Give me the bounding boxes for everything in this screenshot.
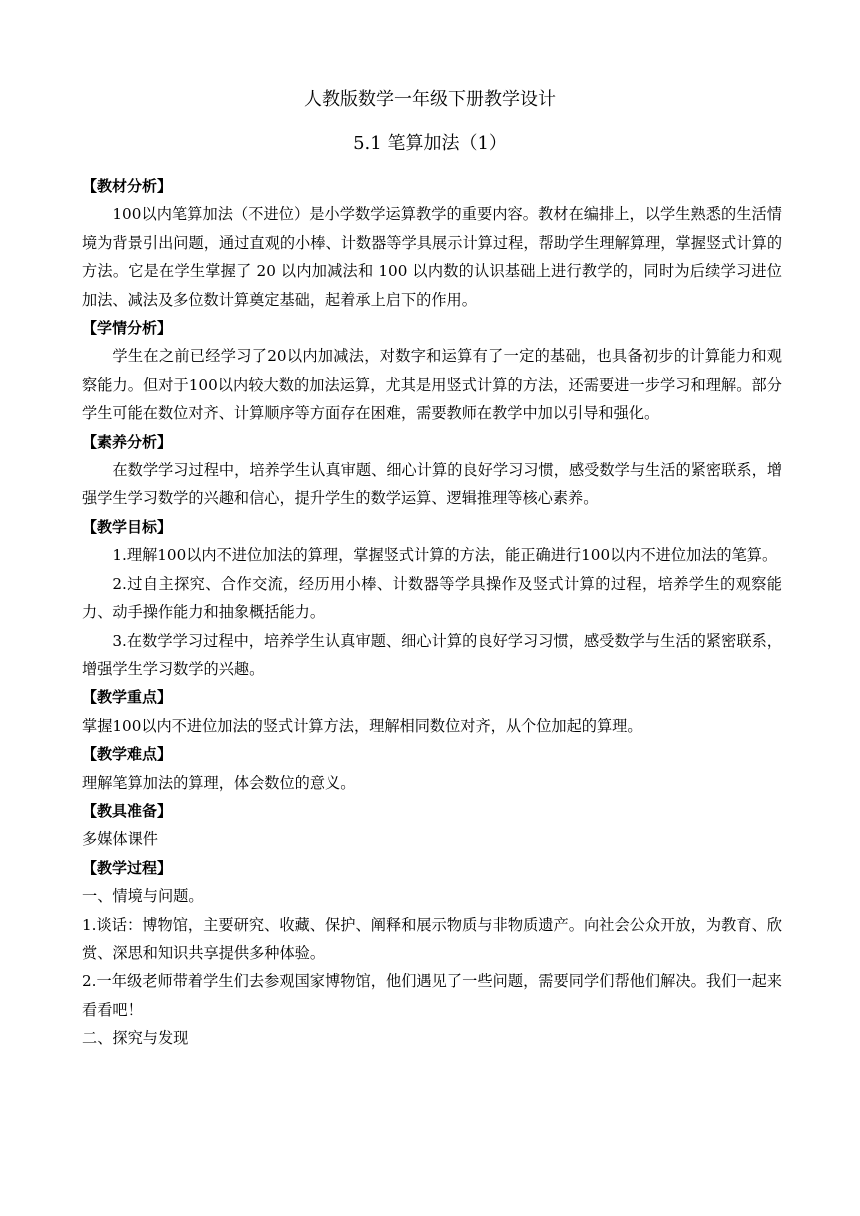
document-title: 人教版数学一年级下册教学设计: [304, 89, 556, 110]
section-heading-objectives: 【教学目标】: [82, 517, 173, 536]
section-heading-difficulties: 【教学难点】: [82, 745, 173, 764]
document-body: [82, 172, 782, 1053]
section-heading-process: 【教学过程】: [82, 858, 173, 877]
materials-text: 多媒体课件: [82, 830, 158, 849]
section-heading-material-analysis: 【教材分析】: [82, 177, 173, 195]
process-line-4: 二、探究与发现: [82, 1029, 189, 1048]
section-heading-materials: 【教具准备】: [82, 801, 173, 820]
process-line-1: 一、情境与问题。: [82, 887, 204, 906]
key-points-text: 掌握100以内不进位加法的竖式计算方法，理解相同数位对齐，从个位加起的算理。: [82, 716, 643, 735]
section-heading-key-points: 【教学重点】: [82, 688, 173, 707]
process-line-2: 1.谈话：博物馆，主要研究、收藏、保护、阐释和展示物质与非物质遗产。向社会公众开放，为教育、欣赏、深思和知识共享提供多种体验。: [82, 915, 782, 962]
process-line-3: 2.一年级老师带着学生们去参观国家博物馆，他们遇见了一些问题，需要同学们帮他们解决。我们一起来看看吧！: [82, 972, 782, 1019]
section-heading-literacy-analysis: 【素养分析】: [82, 432, 173, 451]
objective-item-2: 2.过自主探究、合作交流，经历用小棒、计数器等学具操作及竖式计算的过程，培养学生的观察能力、动手操作能力和抽象概括能力。: [82, 574, 782, 622]
document-subtitle: 5.1 笔算加法（1）: [353, 133, 507, 154]
difficulties-text: 理解笔算加法的算理，体会数位的意义。: [82, 773, 356, 792]
literacy-analysis-text: 在数学学习过程中，培养学生认真审题、细心计算的良好学习习惯，感受数学与生活的紧密联系，增强学生学习数学的兴趣和信心，提升学生的数学运算、逻辑推理等核心素养。: [82, 461, 782, 508]
material-analysis-text: 100以内笔算加法（不进位）是小学数学运算教学的重要内容。教材在编排上，以学生熟悉的生活情境为背景引出问题，通过直观的小棒、计数器等学具展示计算过程，帮助学生理解算理，掌握竖式计算的方法。它是在学生掌握了 20 以内加减法和 100 以内数的认识基础上进行教学的，同时为后续学习进位加法、减法及多位数计算奠定基础，起着承上启下的作用。: [82, 205, 782, 309]
student-analysis-text: 学生在之前已经学习了20以内加减法，对数字和运算有了一定的基础，也具备初步的计算能力和观察能力。但对于100以内较大数的加法运算，尤其是用竖式计算的方法，还需要进一步学习和理解。部分学生可能在数位对齐、计算顺序等方面存在困难，需要教师在教学中加以引导和强化。: [82, 347, 782, 423]
objective-item-3: 3.在数学学习过程中，培养学生认真审题、细心计算的良好学习习惯，感受数学与生活的紧密联系，增强学生学习数学的兴趣。: [82, 631, 782, 678]
section-heading-student-analysis: 【学情分析】: [82, 319, 173, 338]
objective-item-1: 1.理解100以内不进位加法的算理，掌握竖式计算的方法，能正确进行100以内不进位加法的笔算。: [112, 546, 778, 565]
